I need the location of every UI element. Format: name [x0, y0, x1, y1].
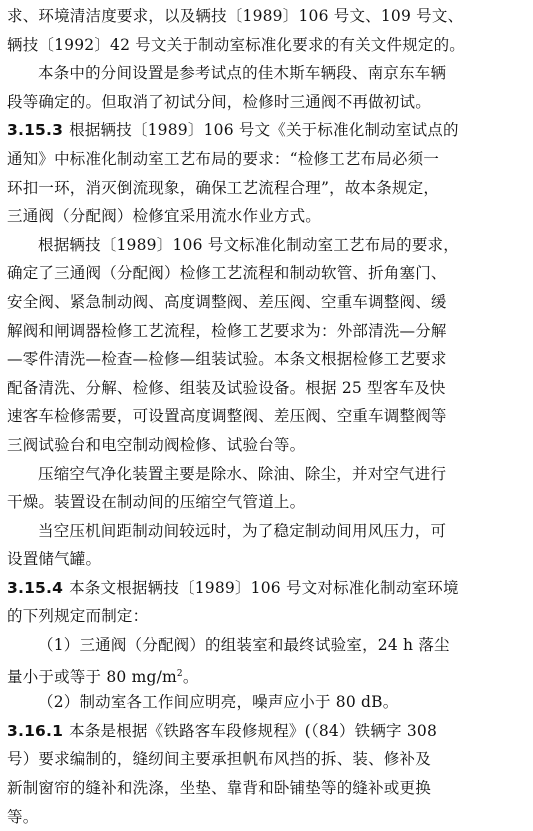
text-line-9: 根据辆技〔1989〕106 号文标准化制动室工艺布局的要求， [38, 235, 459, 254]
text-line-19: 当空压机间距制动间较远时，为了稳定制动间用风压力，可 [38, 521, 447, 540]
text-line-8: 三通阀（分配阀）检修宜采用流水作业方式。 [7, 207, 322, 226]
text-line-7: 环扣一环，消灭倒流现象，确保工艺流程合理”，故本条规定， [7, 178, 440, 197]
text-line-16: 三阀试验台和电空制动阀检修、试验台等。 [7, 435, 306, 454]
text-line-5: 3.15.3 根据辆技〔1989〕106 号文《关于标准化制动室试点的 [7, 121, 459, 140]
section-number: 3.16.1 [7, 721, 64, 740]
text-line-3: 本条中的分间设置是参考试点的佳木斯车辆段、南京东车辆 [38, 64, 447, 83]
text-line-20: 设置储气罐。 [7, 550, 102, 569]
text-line-6: 通知》中标准化制动室工艺布局的要求：“检修工艺布局必须一 [7, 149, 440, 168]
text-line-11: 安全阀、紧急制动阀、高度调整阀、差压阀、空重车调整阀、缓 [7, 292, 447, 311]
text-line-15: 速客车检修需要，可设置高度调整阀、差压阀、空重车调整阀等 [7, 407, 447, 426]
text-line-4: 段等确定的。但取消了初试分间，检修时三通阀不再做初试。 [7, 92, 431, 111]
text-line-1: 求、环境清洁度要求，以及辆技〔1989〕106 号文、109 号文、 [7, 7, 464, 25]
text-line-27: 号）要求编制的，缝纫间主要承担帆布风挡的拆、装、修补及 [7, 750, 431, 769]
text-line-12: 解阀和闸调器检修工艺流程，检修工艺要求为：外部清洗—分解 [7, 321, 447, 340]
text-line-25: （2）制动室各工作间应明亮，噪声应小于 80 dB。 [38, 693, 399, 712]
text-line-10: 确定了三通阀（分配阀）检修工艺流程和制动软管、折角塞门、 [7, 264, 447, 283]
text-line-21: 3.15.4 本条文根据辆技〔1989〕106 号文对标准化制动室环境 [7, 578, 459, 597]
text-line-18: 干燥。装置设在制动间的压缩空气管道上。 [7, 493, 306, 512]
text-line-24: 量小于或等于 80 $mg/m^2$。 [7, 667, 199, 686]
text-line-2: 辆技〔1992〕42 号文关于制动室标准化要求的有关文件规定的。 [7, 35, 465, 54]
text-line-13: —零件清洗—检查—检修—组装试验。本条文根据检修工艺要求 [7, 350, 447, 369]
text-line-22: 的下列规定而制定： [7, 607, 149, 626]
superscript: 2 [176, 668, 183, 679]
text-line-14: 配备清洗、分解、检修、组装及试验设备。根据 25 型客车及快 [7, 378, 446, 397]
text-line-26: 3.16.1 本条是根据《铁路客车段修规程》(（84）铁辆字 308 [7, 721, 438, 740]
text-line-17: 压缩空气净化装置主要是除水、除油、除尘，并对空气进行 [38, 464, 447, 483]
text-line-29: 等。 [7, 807, 39, 826]
section-number: 3.15.3 [7, 121, 64, 140]
text-line-28: 新制窗帘的缝补和洗涤，坐垫、靠背和卧铺垫等的缝补或更换 [7, 779, 431, 798]
text-line-23: （1）三通阀（分配阀）的组装室和最终试验室，24 h 落尘 [38, 636, 450, 655]
section-number: 3.15.4 [7, 578, 64, 597]
